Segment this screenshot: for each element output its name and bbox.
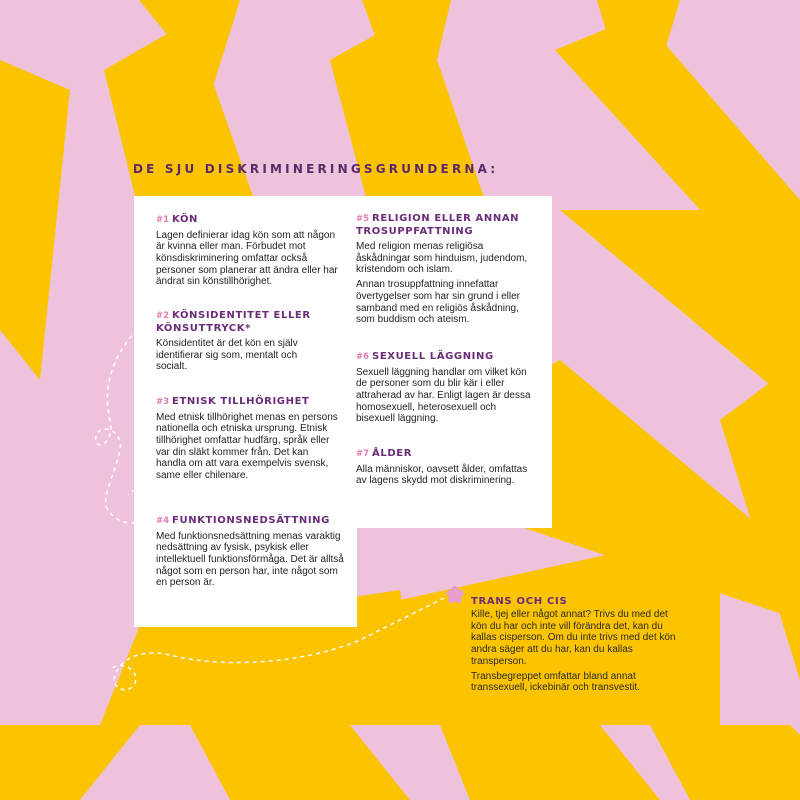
bg-triangle	[650, 725, 800, 800]
section-number: #6	[356, 352, 370, 362]
page-heading: DE SJU DISKRIMINERINGSGRUNDERNA:	[133, 162, 499, 176]
section-title	[356, 351, 536, 364]
section-title-text: FUNKTIONSNEDSÄTTNING	[172, 515, 330, 526]
section-body: Alla människor, oavsett ålder, omfattas av lagens skydd mot diskriminering.	[356, 463, 528, 487]
section-body: Med funktionsnedsättning menas varaktig nedsättning av fysisk, psykisk eller intellektuell funktionsförmåga. Det är alltså något som en person har, inte något som en person är.	[156, 530, 344, 589]
bg-triangle	[0, 725, 140, 800]
bg-triangle	[560, 210, 800, 410]
section-6	[356, 351, 536, 425]
bg-triangle	[440, 725, 660, 800]
section-number: #2	[156, 311, 170, 321]
section-title-text: KÖNSIDENTITET ELLER KÖNSUTTRYCK*	[156, 310, 311, 334]
section-body: Med etnisk tillhörighet menas en persons nationella och etniska ursprung. Etnisk tillhörighet omfattar hudfärg, språk eller var din släkt kommer från. Det kan handla om att vara exempelvis svensk, same eller chilenare.	[156, 411, 338, 482]
trans-title: TRANS OCH CIS	[471, 596, 568, 607]
section-7	[356, 448, 531, 487]
section-2	[156, 310, 331, 373]
section-4	[156, 515, 346, 589]
section-body: Könsidentitet är det kön en själv identifierar sig som, mentalt och socialt.	[156, 338, 298, 373]
bg-triangle	[0, 60, 70, 380]
section-number: #5	[356, 214, 370, 224]
section-number: #7	[356, 449, 370, 459]
bg-triangle	[190, 725, 410, 800]
trans-body: Kille, tjej eller något annat? Trivs du med det kön du har och inte vill förändra det, kan du kallas cisperson. Om du inte trivs med det kön andra säger att du har, kan du kallas transperson.	[471, 609, 676, 667]
section-body: Med religion menas religiösa åskådningar som hinduism, judendom, kristendom och islam.	[356, 241, 528, 276]
section-title-text: ETNISK TILLHÖRIGHET	[172, 396, 310, 407]
section-title	[356, 213, 536, 238]
section-title-text: SEXUELL LÄGGNING	[372, 351, 494, 362]
section-3	[156, 396, 341, 482]
section-title-text: ÅLDER	[372, 448, 412, 459]
trans-body: Transbegreppet omfattar bland annat transsexuell, ickebinär och transvestit.	[471, 670, 640, 694]
trans-och-cis-box	[471, 596, 686, 694]
section-1	[156, 214, 346, 288]
section-number: #3	[156, 397, 170, 407]
section-title-text: RELIGION ELLER ANNAN TROSUPPFATTNING	[356, 213, 520, 237]
section-title	[156, 214, 346, 227]
section-title	[356, 448, 531, 461]
section-5	[356, 213, 536, 326]
section-number: #4	[156, 516, 170, 526]
section-body: Annan trosuppfattning innefattar övertygelser som har sin grund i eller samband med en religiös åskådning, som buddism och ateism.	[356, 279, 520, 326]
flower-icon	[445, 585, 465, 605]
section-number: #1	[156, 215, 170, 225]
section-body: Lagen definierar idag kön som att någon är kvinna eller man. Förbudet mot könsdiskriminering omfattar också personer som planerar att ändra eller har ändrat sin könstillhörighet.	[156, 229, 338, 288]
section-title	[156, 310, 331, 335]
section-title-text: KÖN	[172, 214, 199, 225]
section-body: Sexuell läggning handlar om vilket kön de personer som du blir kär i eller attraherad av har. Enligt lagen är dessa homosexuell, heterosexuell och bisexuell läggning.	[356, 366, 531, 425]
section-title	[156, 515, 346, 528]
section-title	[156, 396, 341, 409]
